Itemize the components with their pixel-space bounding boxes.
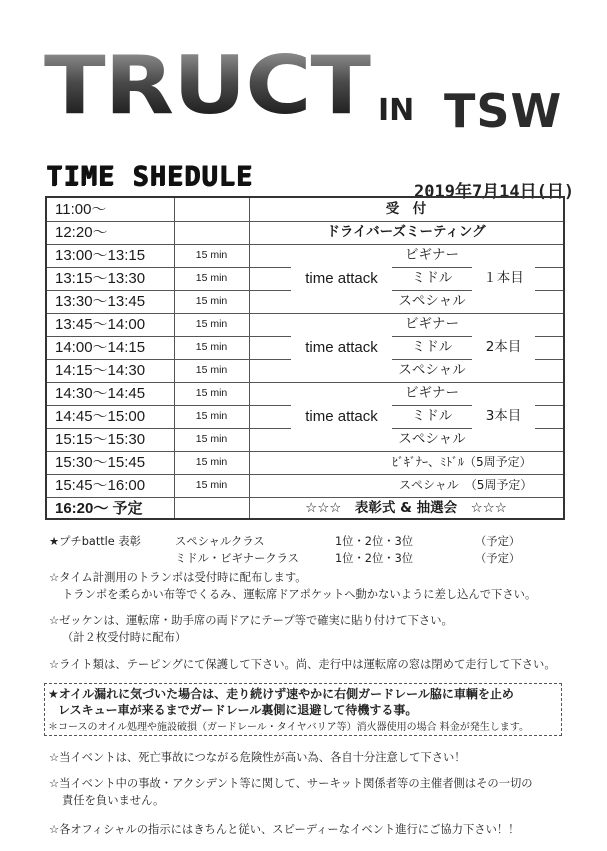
bracket-line [535,405,563,406]
duration-cell: 15 min [195,341,228,353]
class-cell: ミドル [411,339,453,355]
class-cell: ビギナー [405,247,459,263]
note-safety: ☆当イベントは、死亡事故につながる危険性が高い為、各自十分注意して下さい！ [49,751,466,764]
class-cell: ビギナー [405,316,459,332]
col-divider [249,198,250,518]
class-cell: スペシャル [398,431,466,447]
class-cell: ミドル [411,408,453,424]
note-transponder: ☆タイム計測用のトランポは受付時に配布します。 [49,571,307,584]
bracket-line [249,290,291,291]
duration-cell: 15 min [195,410,228,422]
time-cell: 15:45～16:00 [55,477,146,494]
schedule-heading: TIME SHEDULE [46,161,254,192]
class-cell: ビギナー [405,385,459,401]
note-liability-detail: 責任を負いません。 [62,794,165,807]
run-label: 2本目 [485,339,522,355]
time-cell: 13:30～13:45 [55,293,146,310]
time-cell: 15:15～15:30 [55,431,146,448]
award-status: （予定） [475,552,521,565]
warning-fee-note: ＊コースのオイル処理や施設破損（ガードレール・タイヤバリア等）消火器使用の場合 料金が発生します。 [48,722,529,733]
event-date: 2019年7月14日(日) [414,182,575,202]
bracket-line [535,428,563,429]
time-cell: 15:30～15:45 [55,454,146,471]
duration-cell: 15 min [195,456,228,468]
note-liability: ☆当イベント中の事故・アクシデント等に関して、サーキット関係者等の主催者側はその一切の [49,777,533,790]
note-officials: ☆各オフィシャルの指示にはきちんと従い、スピーディーなイベント進行にご協力下さい！！ [49,823,520,836]
session-label: time attack [305,408,378,425]
session-label: time attack [305,339,378,356]
activity-cell: 受 付 [385,201,427,217]
duration-cell: 15 min [195,249,228,261]
duration-cell: 15 min [195,364,228,376]
award-places: 1位・2位・3位 [335,535,414,548]
note-lights: ☆ライト類は、テーピングにて保護して下さい。尚、走行中は運転席の窓は閉めて走行して下さい。 [49,658,556,671]
bracket-line [249,336,291,337]
award-class: ミドル・ビギナークラス [175,552,299,565]
awards-heading: ★プチbattle 表彰 [49,535,141,548]
note-number: ☆ゼッケンは、運転席・助手席の両ドアにテープ等で確実に貼り付けて下さい。 [49,614,453,627]
time-cell: 11:00～ [55,201,107,218]
class-cell: ミドル [411,270,453,286]
award-class: スペシャルクラス [175,535,265,548]
run-label: １本目 [483,270,524,286]
time-cell: 12:20～ [55,224,108,241]
event-title: TRUCT [44,39,372,132]
bracket-line [535,359,563,360]
bracket-line [249,267,291,268]
note-transponder-detail: トランポを柔らかい布等でくるみ、運転席ドアポケットへ動かないように差し込んで下さい。 [62,588,537,601]
schedule-table [45,196,565,520]
class-cell: スペシャル [398,362,466,378]
time-cell: 13:45～14:00 [55,316,146,333]
warning-line: レスキュー車が来るまでガードレール裏側に退避して待機する事。 [58,703,418,717]
duration-cell: 15 min [195,387,228,399]
duration-cell: 15 min [195,272,228,284]
award-status: （予定） [475,535,521,548]
time-cell: 14:45～15:00 [55,408,146,425]
time-cell: 16:20～ 予定 [55,500,143,517]
bracket-line [535,336,563,337]
session-label: time attack [305,270,378,287]
duration-cell: 15 min [195,318,228,330]
duration-cell: 15 min [195,295,228,307]
duration-cell: 15 min [195,479,228,491]
time-cell: 14:00～14:15 [55,339,146,356]
run-label: 3本目 [485,408,522,424]
bracket-line [249,359,291,360]
bracket-line [535,267,563,268]
time-cell: 13:00～13:15 [55,247,146,264]
time-cell: 14:30～14:45 [55,385,146,402]
warning-line: ★オイル漏れに気づいた場合は、走り続けず速やかに右側ガードレール脇に車輌を止め [48,687,514,701]
class-cell: ﾋﾞｷﾞﾅｰ、ﾐﾄﾞﾙ（5周予定） [392,455,532,469]
time-cell: 14:15～14:30 [55,362,146,379]
event-title-venue: TSW [444,84,563,138]
bracket-line [535,290,563,291]
bracket-line [249,428,291,429]
bracket-line [249,405,291,406]
event-title-in: IN [378,93,415,128]
award-places: 1位・2位・3位 [335,552,414,565]
duration-cell: 15 min [195,433,228,445]
class-cell: スペシャル [398,293,466,309]
note-number-detail: （計２枚受付時に配布） [62,631,187,644]
activity-cell: ドライバーズミーティング [326,224,486,240]
class-cell: スペシャル （5周予定） [399,478,533,492]
ceremony-cell: ☆☆☆ 表彰式 & 抽選会 ☆☆☆ [305,500,507,516]
oil-warning-box [44,683,562,736]
time-cell: 13:15～13:30 [55,270,146,287]
